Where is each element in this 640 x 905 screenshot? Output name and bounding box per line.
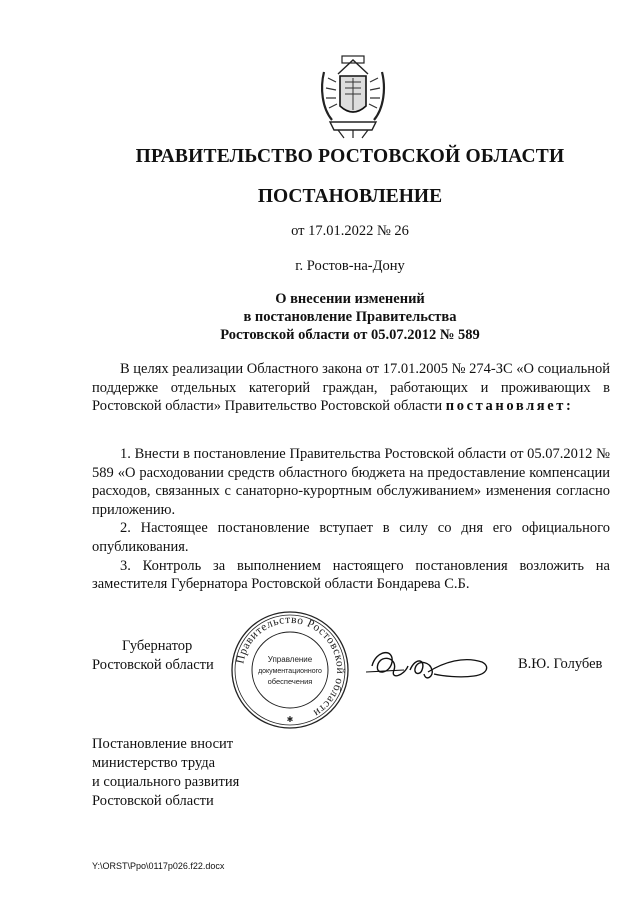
document-city: г. Ростов-на-Дону <box>295 258 405 274</box>
document-date-number: от 17.01.2022 № 26 <box>291 223 409 239</box>
subject-line-2: в постановление Правительства <box>243 309 457 325</box>
document-type: ПОСТАНОВЛЕНИЕ <box>257 186 443 207</box>
subject-line-3: Ростовской области от 05.07.2012 № 589 <box>220 327 480 343</box>
svg-text:Правительство Ростовской облас: Правительство Ростовской области <box>234 613 347 720</box>
decree-item: 3. Контроль за выполнением настоящего постановления возложить на заместителя Губернатора Ростовской области Бондарева С.Б. <box>92 557 610 593</box>
svg-text:документационного: документационного <box>258 668 322 675</box>
submitter-line-2: министерство труда <box>92 755 216 771</box>
official-seal-stamp <box>228 608 352 732</box>
signatory-name: В.Ю. Голубев <box>518 656 603 672</box>
submitter-line-4: Ростовской области <box>92 793 214 809</box>
submitter-line-3: и социального развития <box>92 774 240 790</box>
file-path-footer: Y:\ORST\Ppo\0117p026.f22.docx <box>92 861 225 871</box>
subject-line-1: О внесении изменений <box>275 291 425 307</box>
preamble <box>92 360 610 416</box>
signatory-position <box>92 637 214 675</box>
svg-text:обеспечения: обеспечения <box>267 677 313 686</box>
decree-item: 2. Настоящее постановление вступает в силу со дня его официального опубликования. <box>92 520 610 555</box>
coat-of-arms-emblem <box>318 52 388 140</box>
preamble-text: В целях реализации Областного закона от 17.01.2005 № 274-ЗС «О социальной поддержке отдельных категорий граждан, работающих и проживающих в Ростовской области» Правительство Ростовской области <box>92 361 610 415</box>
decree-item: 1. Внести в постановление Правительства Ростовской области от 05.07.2012 № 589 «О расходовании средств областного бюджета на предоставление компенсации расходов, связанных с санаторно-курортным обслуживанием» изменения согласно приложению. <box>92 446 610 518</box>
signatory-position-line-2: Ростовской области <box>92 657 214 673</box>
signatory-position-line-1: Губернатор <box>122 638 193 654</box>
submitter-block <box>92 735 239 811</box>
document-subject <box>0 290 640 344</box>
decree-items <box>92 445 610 594</box>
svg-text:Управление: Управление <box>267 655 313 664</box>
submitter-line-1: Постановление вносит <box>92 736 234 752</box>
handwritten-signature <box>364 636 494 696</box>
svg-text:✱: ✱ <box>286 715 294 724</box>
government-title: ПРАВИТЕЛЬСТВО РОСТОВСКОЙ ОБЛАСТИ <box>135 146 565 167</box>
decree-word: постановляет: <box>445 398 574 415</box>
